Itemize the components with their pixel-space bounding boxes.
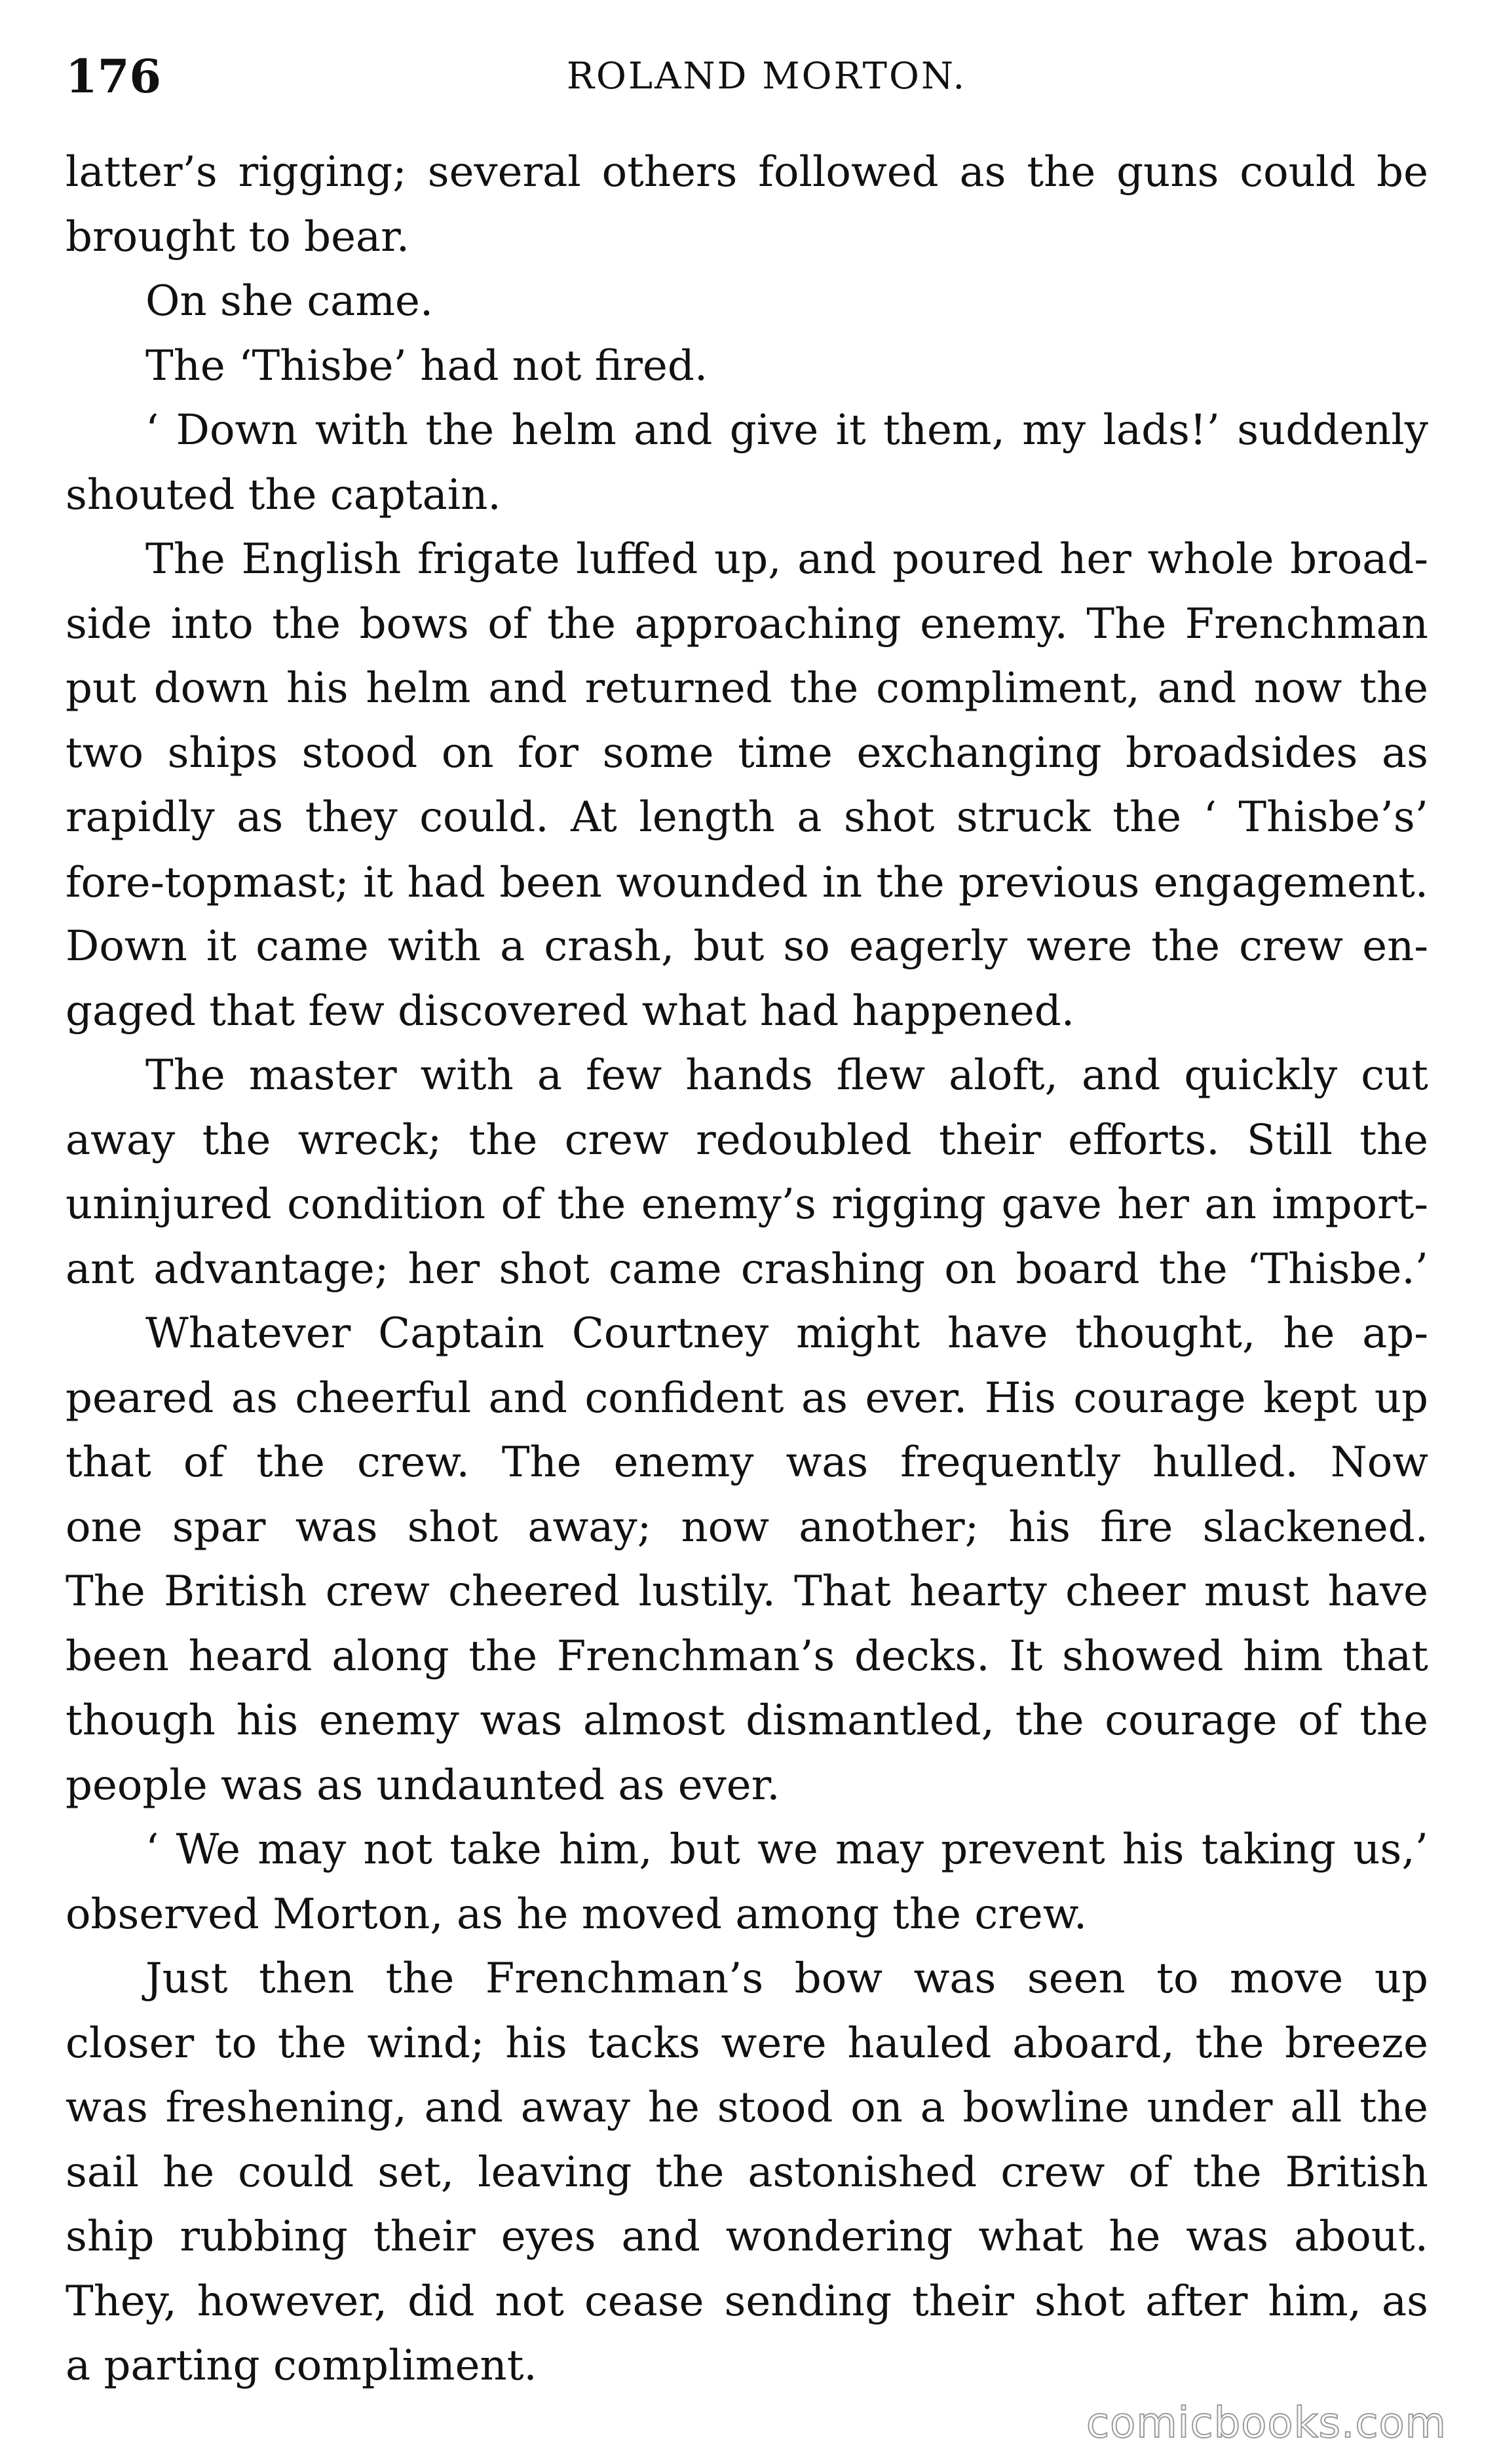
text-line: ant advantage; her shot came crashing on board the ‘Thisbe.’ — [66, 1244, 1428, 1294]
text-line: though his enemy was almost dismantled, the courage of the — [66, 1696, 1428, 1745]
text-line: people was as undaunted as ever. — [66, 1761, 780, 1810]
text-line: ‘ We may not take him, but we may prevent his taking us,’ — [145, 1825, 1428, 1874]
page-header — [66, 47, 1428, 106]
text-line: brought to bear. — [66, 212, 410, 261]
text-line: that of the crew. The enemy was frequently hulled. Now — [66, 1438, 1428, 1487]
text-line: away the wreck; the crew redoubled their efforts. Still the — [66, 1115, 1428, 1165]
text-line: They, however, did not cease sending their shot after him, as — [66, 2277, 1428, 2326]
text-line: put down his helm and returned the compliment, and now the — [66, 664, 1428, 713]
text-line: Down it came with a crash, but so eagerly were the crew en- — [66, 922, 1428, 971]
text-line: rapidly as they could. At length a shot struck the ‘ Thisbe’s’ — [66, 793, 1428, 842]
text-line: peared as cheerful and confident as ever. His courage kept up — [66, 1373, 1428, 1423]
text-line: ‘ Down with the helm and give it them, my lads!’ suddenly — [145, 406, 1428, 455]
text-line: was freshening, and away he stood on a bowline under all the — [66, 2083, 1428, 2132]
watermark: comicbooks.com — [1086, 2399, 1447, 2448]
running-title: ROLAND MORTON. — [566, 55, 967, 98]
text-line: been heard along the Frenchman’s decks. It showed him that — [66, 1632, 1428, 1681]
text-line: observed Morton, as he moved among the crew. — [66, 1890, 1088, 1939]
text-line: closer to the wind; his tacks were hauled aboard, the breeze — [66, 2019, 1428, 2068]
text-line: one spar was shot away; now another; his fire slackened. — [66, 1503, 1428, 1552]
text-line: a parting compliment. — [66, 2342, 537, 2390]
text-line: The master with a few hands flew aloft, and quickly cut — [145, 1051, 1428, 1100]
text-line: two ships stood on for some time exchanging broadsides as — [66, 728, 1428, 777]
text-line: uninjured condition of the enemy’s rigging gave her an import- — [66, 1180, 1428, 1229]
page-number: 176 — [66, 49, 162, 103]
text-line: fore-topmast; it had been wounded in the previous engagement. — [66, 857, 1428, 906]
text-line: shouted the captain. — [66, 470, 501, 519]
text-line: The British crew cheered lustily. That hearty cheer must have — [66, 1567, 1428, 1616]
text-line: On she came. — [145, 277, 434, 326]
text-line: Whatever Captain Courtney might have thought, he ap- — [145, 1309, 1428, 1358]
text-line: sail he could set, leaving the astonished crew of the British — [66, 2148, 1428, 2197]
body-text — [66, 140, 1428, 2399]
text-line: Just then the Frenchman’s bow was seen to move up — [145, 1954, 1428, 2003]
text-line: The English frigate luffed up, and poured her whole broad- — [145, 535, 1428, 584]
text-line: ship rubbing their eyes and wondering what he was about. — [66, 2212, 1428, 2261]
text-line: latter’s rigging; several others followed as the guns could be — [66, 148, 1428, 196]
text-line: The ‘Thisbe’ had not fired. — [145, 341, 708, 390]
text-line: side into the bows of the approaching enemy. The Frenchman — [66, 599, 1428, 648]
text-line: gaged that few discovered what had happened. — [66, 986, 1075, 1036]
